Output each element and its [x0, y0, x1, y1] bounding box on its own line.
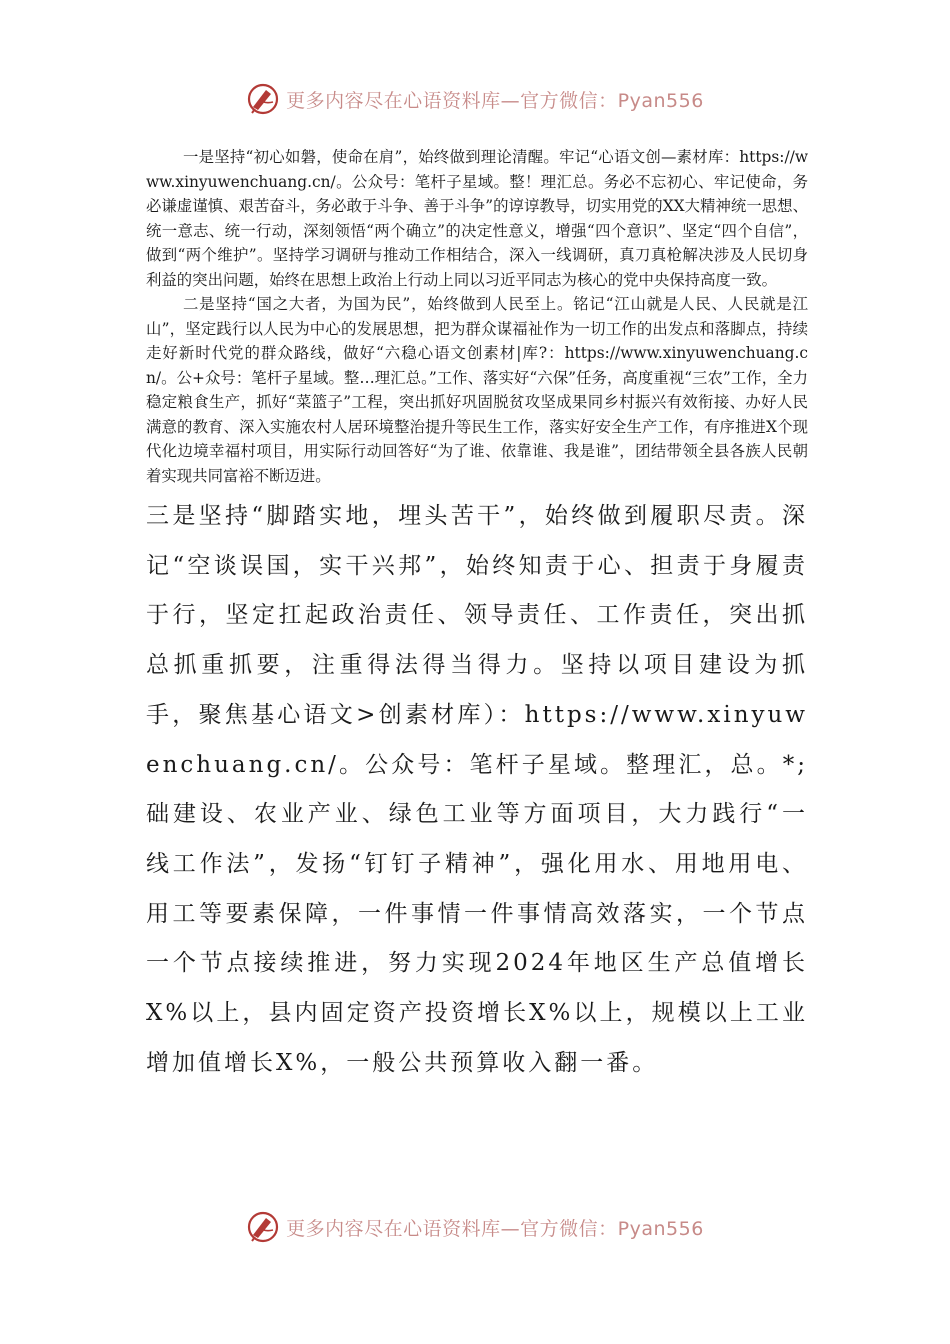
paragraph-three: 三是坚持“脚踏实地，埋头苦干”，始终做到履职尽责。深记“空谈误国，实干兴邦”，始终知责于心、担责于身履责于行，坚定扛起政治责任、领导责任、工作责任，突出抓总抓重抓要，注重得法得当得力。坚持以项目建设为抓手，聚焦基心语文>创素材库）：https://www.xinyuwenchuang.cn/。公众号：笔杆子星域。整理汇，总。*;础建设、农业产业、绿色工业等方面项目，大力践行“一线工作法”，发扬“钉钉子精神”，强化用水、用地用电、用工等要素保障，一件事情一件事情高效落实，一个节点一个节点接续推进，努力实现2024年地区生产总值增长X%以上，县内固定资产投资增长X%以上，规模以上工业增加值增长X%，一般公共预算收入翻一番。 — [146, 503, 808, 1076]
page-footer-banner — [0, 1210, 950, 1244]
paragraph-one: 一是坚持“初心如磐，使命在肩”，始终做到理论清醒。牢记“心语文创—素材库：https://www.xinyuwenchuang.cn/。公众号：笔杆子星域。整！理汇总。务必不忘初心、牢记使命，务必谦虚谨慎、艰苦奋斗，务必敢于斗争、善于斗争”的谆谆教导，切实用党的XX大精神统一思想、统一意志、统一行动，深刻领悟“两个确立”的决定性意义，增强“四个意识”、坚定“四个自信”，做到“两个维护”。坚持学习调研与推动工作相结合，深入一线调研，真刀真枪解决涉及人民切身利益的突出问题，始终在思想上政治上行动上同以习近平同志为核心的党中央保持高度一致。 — [146, 148, 808, 289]
writing-hand-logo-icon — [246, 82, 280, 116]
header-banner-text: 更多内容尽在心语资料库—官方微信：Pyan556 — [286, 89, 704, 112]
footer-banner-text: 更多内容尽在心语资料库—官方微信：Pyan556 — [286, 1217, 704, 1240]
document-body — [146, 145, 808, 1088]
page-header-banner — [0, 82, 950, 116]
paragraph-two: 二是坚持“国之大者，为国为民”，始终做到人民至上。铭记“江山就是人民、人民就是江山”，坚定践行以人民为中心的发展思想，把为群众谋福祉作为一切工作的出发点和落脚点，持续走好新时代党的群众路线，做好“六稳心语文创素材|库?：https://www.xinyuwenchuang.cn/。公+众号：笔杆子星域。整…理汇总。”工作、落实好“六保”任务，高度重视“三农”工作，全力稳定粮食生产，抓好“菜篮子”工程，突出抓好巩固脱贫攻坚成果同乡村振兴有效衔接、办好人民满意的教育、深入实施农村人居环境整治提升等民生工作，落实好安全生产工作，有序推进X个现代化边境幸福村项目，用实际行动回答好“为了谁、依靠谁、我是谁”，团结带领全县各族人民朝着实现共同富裕不断迈进。 — [146, 295, 808, 485]
writing-hand-logo-icon — [246, 1210, 280, 1244]
